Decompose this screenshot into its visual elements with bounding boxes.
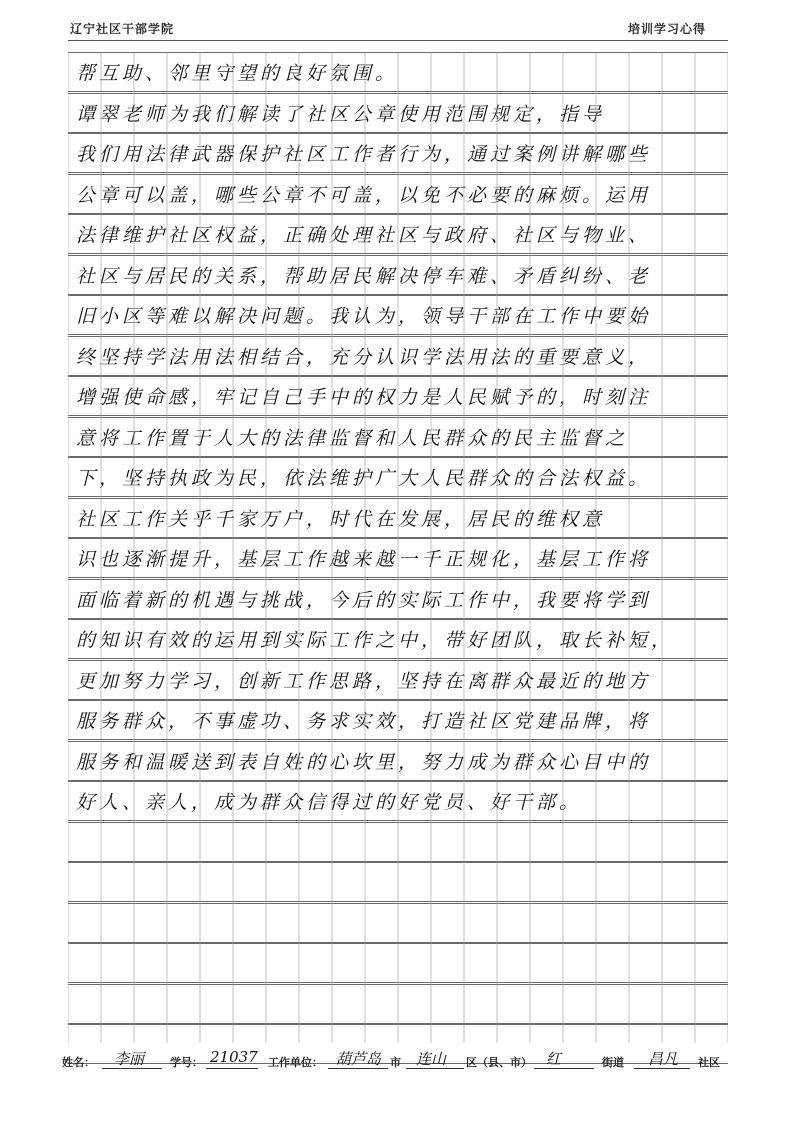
city-underline (328, 1068, 388, 1069)
community-value: 昌凡 (648, 1050, 679, 1068)
handwritten-line: 服务群众，不事虚功、务求实效，打造社区党建品牌，将 (76, 710, 652, 733)
handwritten-line: 谭翠老师为我们解读了社区公章使用范围规定，指导 (76, 103, 606, 125)
handwritten-line: 法律维护社区权益，正确处理社区与政府、社区与物业、 (76, 224, 652, 247)
handwritten-line: 社区与居民的关系，帮助居民解决停车难、矛盾纠纷、老 (76, 265, 652, 287)
student-id-underline (206, 1068, 258, 1069)
writing-row (68, 457, 728, 497)
work-unit-label: 工作单位： (268, 1056, 323, 1069)
header-divider (68, 40, 728, 41)
student-id-label: 学号： (170, 1056, 203, 1069)
writing-row (68, 214, 728, 254)
handwritten-line: 面临着新的机遇与挑战，今后的实际工作中，我要将学到 (76, 589, 652, 611)
handwritten-line: 帮互助、邻里守望的良好氛围。 (76, 62, 399, 85)
county-underline (534, 1068, 594, 1069)
writing-row (68, 255, 728, 295)
writing-row (68, 660, 728, 700)
writing-row (68, 700, 728, 740)
district-value: 连山 (416, 1050, 447, 1068)
writing-row (68, 417, 728, 457)
name-underline (102, 1068, 162, 1069)
handwritten-line: 公章可以盖，哪些公章不可盖，以免不必要的麻烦。运用 (76, 184, 652, 206)
writing-row (68, 93, 728, 133)
handwritten-line: 下，坚持执政为民，依法维护广大人民群众的合法权益。 (76, 467, 652, 490)
student-id-value: 21037 (210, 1048, 258, 1066)
writing-row (68, 781, 728, 821)
writing-row (68, 984, 728, 1024)
writing-row (68, 862, 728, 902)
community-underline (634, 1068, 690, 1069)
writing-row (68, 52, 728, 92)
footer-form (62, 1048, 742, 1072)
writing-row (68, 133, 728, 173)
district-label: 区（县、市） (466, 1056, 532, 1069)
handwritten-line: 社区工作关乎千家万户，时代在发展，居民的维权意 (76, 508, 606, 530)
handwritten-line: 好人、亲人，成为群众信得过的好党员、好干部。 (76, 791, 583, 814)
handwritten-line: 增强使命感，牢记自己手中的权力是人民赋予的，时刻注 (76, 386, 652, 409)
handwritten-line: 旧小区等难以解决问题。我认为，领导干部在工作中要始 (76, 305, 652, 328)
writing-row (68, 498, 728, 538)
writing-row (68, 174, 728, 214)
institution-header: 辽宁社区干部学院 (70, 22, 175, 36)
district-underline (406, 1068, 464, 1069)
handwritten-line: 服务和温暖送到表自姓的心坎里，努力成为群众心目中的 (76, 751, 652, 773)
handwritten-line: 更加努力学习，创新工作思路，坚持在离群众最近的地方 (76, 670, 652, 692)
city-label: 市 (390, 1056, 401, 1069)
writing-row (68, 538, 728, 578)
handwritten-line: 意将工作置于人大的法律监督和人民群众的民主监督之 (76, 427, 629, 449)
writing-row (68, 295, 728, 335)
writing-row (68, 336, 728, 376)
writing-row (68, 903, 728, 943)
writing-row (68, 579, 728, 619)
writing-row (68, 822, 728, 862)
writing-row (68, 619, 728, 659)
writing-grid (68, 48, 728, 1043)
name-value: 李丽 (114, 1050, 145, 1068)
writing-row (68, 943, 728, 983)
handwritten-line: 我们用法律武器保护社区工作者行为，通过案例讲解哪些 (76, 143, 652, 166)
handwritten-line: 识也逐渐提升，基层工作越来越一千正规化，基层工作将 (76, 548, 652, 571)
street-label: 街道 (602, 1056, 624, 1069)
county-value: 红 (546, 1050, 562, 1068)
document-type-header: 培训学习心得 (628, 22, 707, 36)
writing-row (68, 376, 728, 416)
handwritten-line: 终坚持学法用法相结合，充分认识学法用法的重要意义， (76, 346, 652, 368)
community-label: 社区 (698, 1056, 720, 1069)
writing-row (68, 741, 728, 781)
name-label: 姓名： (62, 1056, 95, 1069)
city-value: 葫芦岛 (336, 1050, 382, 1068)
handwritten-line: 的知识有效的运用到实际工作之中，带好团队，取长补短， (76, 629, 675, 652)
